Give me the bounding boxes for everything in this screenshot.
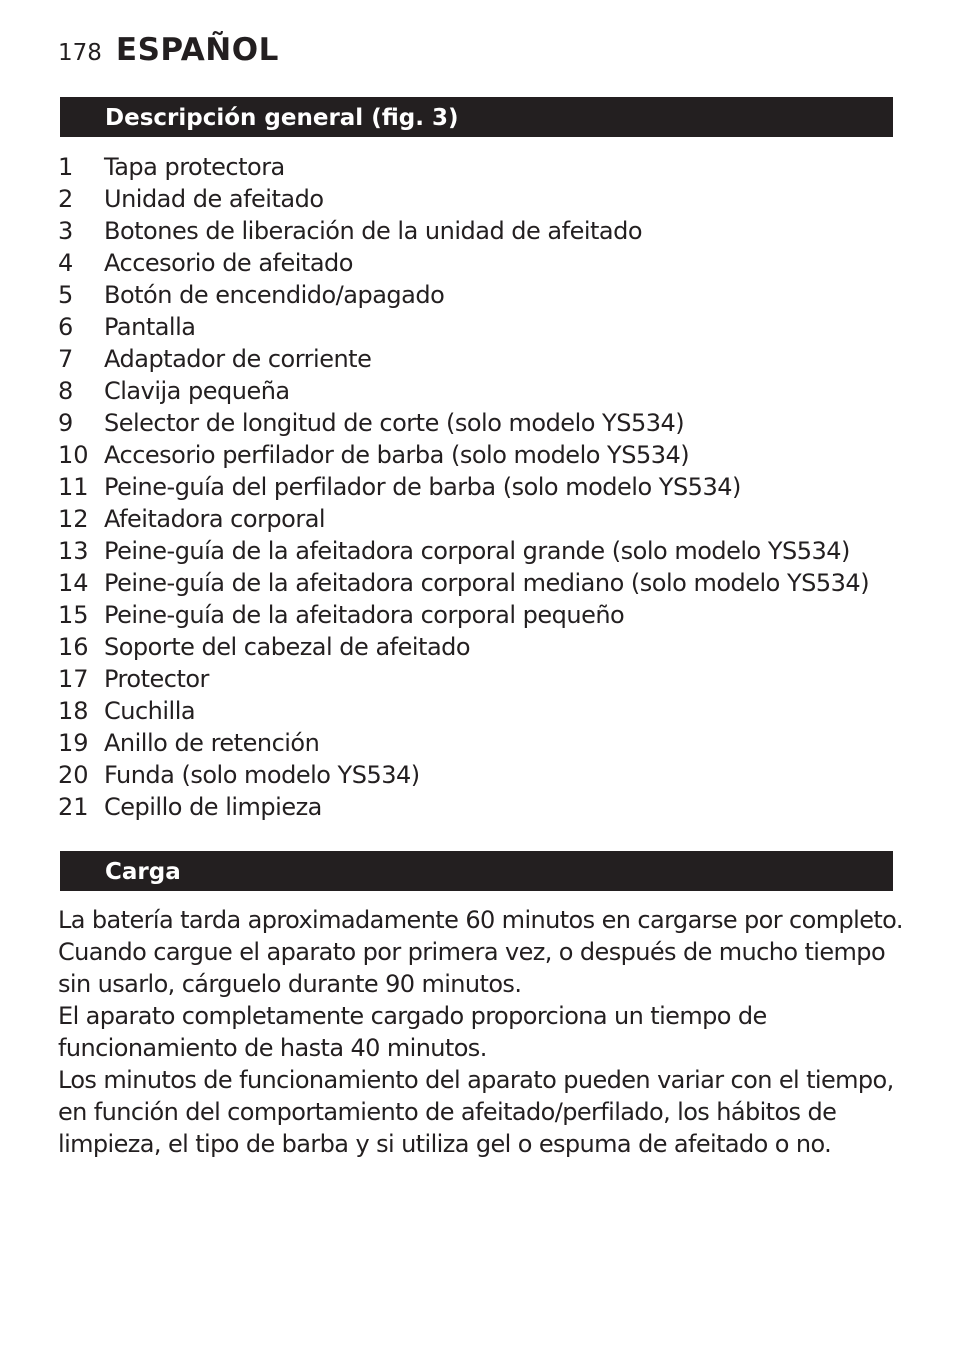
list-item-label: Botones de liberación de la unidad de afeitado [104,217,643,245]
list-item-label: Afeitadora corporal [104,505,326,533]
list-item-number: 17 [58,665,89,693]
list-item-label: Peine-guía de la afeitadora corporal grande (solo modelo YS534) [104,537,850,565]
page-header [58,32,279,76]
list-item-label: Clavija pequeña [104,377,290,405]
list-item-number: 14 [58,569,89,597]
list-item [58,599,908,631]
list-item-number: 15 [58,601,89,629]
list-item-label: Peine-guía del perfilador de barba (solo modelo YS534) [104,473,741,501]
list-item [58,311,908,343]
charging-paragraph-1: La batería tarda aproximadamente 60 minutos en cargarse por completo. Cuando cargue el aparato por primera vez, o después de mucho tiempo sin usarlo, cárguelo durante 90 minutos. [58,906,903,998]
list-item-label: Peine-guía de la afeitadora corporal mediano (solo modelo YS534) [104,569,870,597]
list-item [58,151,908,183]
list-item [58,663,908,695]
list-item-label: Pantalla [104,313,196,341]
list-item-number: 11 [58,473,89,501]
list-item-label: Unidad de afeitado [104,185,324,213]
list-item-number: 2 [58,185,74,213]
section-heading-overview: Descripción general (fig. 3) [60,97,893,137]
list-item-label: Accesorio de afeitado [104,249,353,277]
list-item [58,279,908,311]
list-item [58,759,908,791]
list-item [58,183,908,215]
charging-paragraph-2: El aparato completamente cargado proporciona un tiempo de funcionamiento de hasta 40 minutos. [58,1002,767,1062]
list-item-number: 3 [58,217,74,245]
list-item-label: Soporte del cabezal de afeitado [104,633,471,661]
list-item-label: Cepillo de limpieza [104,793,322,821]
list-item [58,727,908,759]
language-heading: ESPAÑOL [115,32,279,68]
list-item [58,567,908,599]
list-item-number: 18 [58,697,89,725]
list-item [58,439,908,471]
list-item [58,471,908,503]
list-item-label: Adaptador de corriente [104,345,372,373]
list-item-label: Funda (solo modelo YS534) [104,761,420,789]
list-item-label: Tapa protectora [104,153,285,181]
list-item-number: 21 [58,793,89,821]
list-item-label: Peine-guía de la afeitadora corporal pequeño [104,601,625,629]
list-item [58,375,908,407]
section-heading-charging: Carga [60,851,893,891]
list-item [58,343,908,375]
charging-text [58,904,903,1160]
list-item-label: Selector de longitud de corte (solo modelo YS534) [104,409,685,437]
list-item-number: 12 [58,505,89,533]
list-item-number: 20 [58,761,89,789]
list-item-label: Botón de encendido/apagado [104,281,445,309]
list-item-number: 7 [58,345,74,373]
list-item [58,535,908,567]
list-item [58,791,908,823]
list-item-label: Accesorio perfilador de barba (solo modelo YS534) [104,441,690,469]
list-item [58,695,908,727]
list-item [58,631,908,663]
list-item-number: 9 [58,409,74,437]
list-item-number: 5 [58,281,74,309]
list-item-number: 4 [58,249,74,277]
list-item-number: 10 [58,441,89,469]
list-item-number: 13 [58,537,89,565]
list-item-number: 6 [58,313,74,341]
list-item [58,215,908,247]
charging-paragraph-3: Los minutos de funcionamiento del aparato pueden variar con el tiempo, en función del comportamiento de afeitado/perfilado, los hábitos de limpieza, el tipo de barba y si utiliza gel o espuma de afeitado o no. [58,1066,894,1158]
list-item [58,503,908,535]
parts-list [58,151,908,823]
list-item-label: Anillo de retención [104,729,320,757]
list-item [58,407,908,439]
list-item-number: 19 [58,729,89,757]
list-item-label: Protector [104,665,209,693]
list-item-number: 1 [58,153,74,181]
list-item-number: 8 [58,377,74,405]
list-item [58,247,908,279]
list-item-label: Cuchilla [104,697,196,725]
list-item-number: 16 [58,633,89,661]
page-number: 178 [58,40,102,66]
